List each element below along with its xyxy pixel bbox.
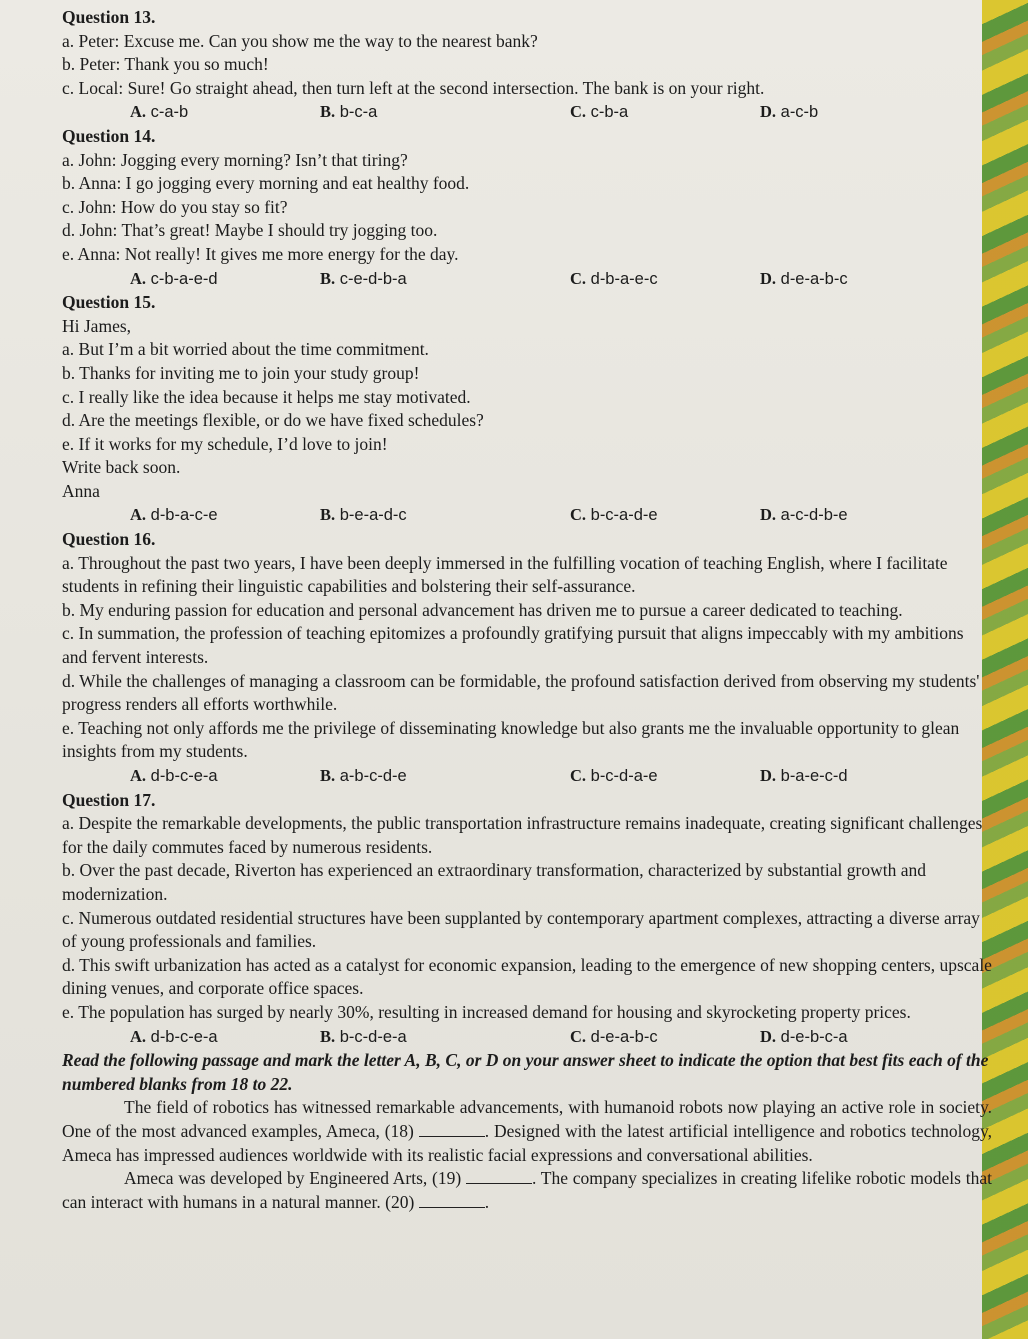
sentence-b: b. Over the past decade, Riverton has experienced an extraordinary transformation, characterized by substantial growth and modernization. (62, 860, 926, 904)
blank-19[interactable] (466, 1169, 532, 1184)
option-d[interactable]: D. d-e-b-c-a (760, 1026, 848, 1046)
blank-18[interactable] (419, 1122, 485, 1137)
answer-options (62, 503, 992, 528)
letter-line: e. If it works for my schedule, I’d love to join! (62, 433, 388, 454)
dialogue-line: b. Peter: Thank you so much! (62, 54, 269, 75)
question-13 (62, 6, 992, 125)
option-a[interactable]: A. d-b-c-e-a (130, 766, 218, 785)
sentence-d: d. While the challenges of managing a classroom can be formidable, the profound satisfaction derived from observing my students' progress renders all efforts worthwhile. (62, 670, 980, 715)
option-b[interactable]: B. b-e-a-d-c (320, 505, 407, 525)
answer-options (62, 1025, 992, 1050)
answer-options (62, 267, 992, 292)
dialogue-line: a. John: Jogging every morning? Isn’t that tiring? (62, 149, 408, 170)
dialogue-line: c. Local: Sure! Go straight ahead, then turn left at the second intersection. The bank is on your right. (62, 77, 765, 98)
dialogue-line: e. Anna: Not really! It gives me more energy for the day. (62, 243, 459, 264)
sentence-a: a. Throughout the past two years, I have been deeply immersed in the fulfilling vocation of teaching English, where I facilitate students in refining their linguistic capabilities and bolstering their self-assurance. (62, 552, 948, 597)
option-c[interactable]: C. b-c-a-d-e (570, 505, 658, 525)
option-c[interactable]: C. b-c-d-a-e (570, 766, 658, 785)
option-b[interactable]: B. b-c-a (320, 102, 378, 122)
worksheet-content (62, 6, 992, 1214)
sentence-c: c. In summation, the profession of teaching epitomizes a profoundly gratifying pursuit that aligns impeccably with my ambitions and fervent interests. (62, 623, 964, 668)
dialogue-line: c. John: How do you stay so fit? (62, 196, 288, 217)
letter-line: c. I really like the idea because it helps me stay motivated. (62, 386, 471, 407)
question-title: Question 16. (62, 529, 156, 550)
passage-paragraph-2: Ameca was developed by Engineered Arts, (19) . The company specializes in creating lifelike robotic models that can interact with humans in a natural manner. (20) . (62, 1168, 992, 1212)
answer-options (62, 100, 992, 125)
sentence-a: a. Despite the remarkable developments, the public transportation infrastructure remains inadequate, creating significant challenges for the daily commutes faced by numerous residents. (62, 813, 983, 857)
question-15 (62, 291, 992, 528)
sentence-b: b. My enduring passion for education and personal advancement has driven me to pursue a career dedicated to teaching. (62, 599, 903, 620)
option-c[interactable]: C. d-e-a-b-c (570, 1026, 658, 1046)
question-14 (62, 125, 992, 291)
option-c[interactable]: C. c-b-a (570, 102, 629, 122)
question-title: Question 14. (62, 125, 156, 146)
option-b[interactable]: B. c-e-d-b-a (320, 268, 407, 288)
option-a[interactable]: A. d-b-c-e-a (130, 1026, 218, 1046)
letter-line: d. Are the meetings flexible, or do we have fixed schedules? (62, 410, 484, 431)
question-title: Question 13. (62, 7, 156, 27)
sentence-c: c. Numerous outdated residential structures have been supplanted by contemporary apartment complexes, attracting a diverse array of young professionals and families. (62, 907, 980, 952)
dialogue-line: a. Peter: Excuse me. Can you show me the way to the nearest bank? (62, 30, 538, 51)
reading-section (62, 1049, 992, 1214)
blank-20[interactable] (419, 1193, 485, 1208)
question-title: Question 17. (62, 789, 156, 810)
option-b[interactable]: B. a-b-c-d-e (320, 766, 407, 785)
letter-closing: Write back soon. (62, 457, 181, 478)
letter-signature: Anna (62, 480, 100, 501)
answer-options (62, 764, 992, 789)
option-a[interactable]: A. c-b-a-e-d (130, 268, 218, 288)
option-d[interactable]: D. a-c-b (760, 102, 819, 122)
option-a[interactable]: A. d-b-a-c-e (130, 505, 218, 525)
passage-paragraph-1: The field of robotics has witnessed remarkable advancements, with humanoid robots now playing an active role in society. One of the most advanced examples, Ameca, (18) . Designed with the latest artificial intelligence and robotics technology, Ameca has impressed audiences worldwide with its realistic facial expressions and conversational abilities. (62, 1097, 993, 1165)
reading-instruction: Read the following passage and mark the letter A, B, C, or D on your answer sheet to indicate the option that best fits each of the numbered blanks from 18 to 22. (62, 1050, 989, 1094)
dialogue-line: d. John: That’s great! Maybe I should try jogging too. (62, 220, 438, 241)
sentence-e: e. Teaching not only affords me the privilege of disseminating knowledge but also grants me the invaluable opportunity to glean insights from my students. (62, 717, 960, 762)
option-d[interactable]: D. b-a-e-c-d (760, 766, 848, 785)
option-c[interactable]: C. d-b-a-e-c (570, 268, 658, 288)
option-a[interactable]: A. c-a-b (130, 102, 189, 122)
question-title: Question 15. (62, 292, 156, 313)
option-d[interactable]: D. d-e-a-b-c (760, 268, 848, 288)
letter-greeting: Hi James, (62, 315, 132, 336)
letter-line: b. Thanks for inviting me to join your study group! (62, 362, 420, 383)
letter-line: a. But I’m a bit worried about the time commitment. (62, 339, 429, 360)
option-b[interactable]: B. b-c-d-e-a (320, 1026, 407, 1046)
sentence-e: e. The population has surged by nearly 30%, resulting in increased demand for housing and skyrocketing property prices. (62, 1001, 911, 1022)
question-17 (62, 789, 992, 1050)
option-d[interactable]: D. a-c-d-b-e (760, 505, 848, 525)
question-16 (62, 528, 992, 789)
dialogue-line: b. Anna: I go jogging every morning and eat healthy food. (62, 173, 470, 194)
sentence-d: d. This swift urbanization has acted as a catalyst for economic expansion, leading to the emergence of new shopping centers, upscale dining venues, and corporate office spaces. (62, 954, 992, 999)
